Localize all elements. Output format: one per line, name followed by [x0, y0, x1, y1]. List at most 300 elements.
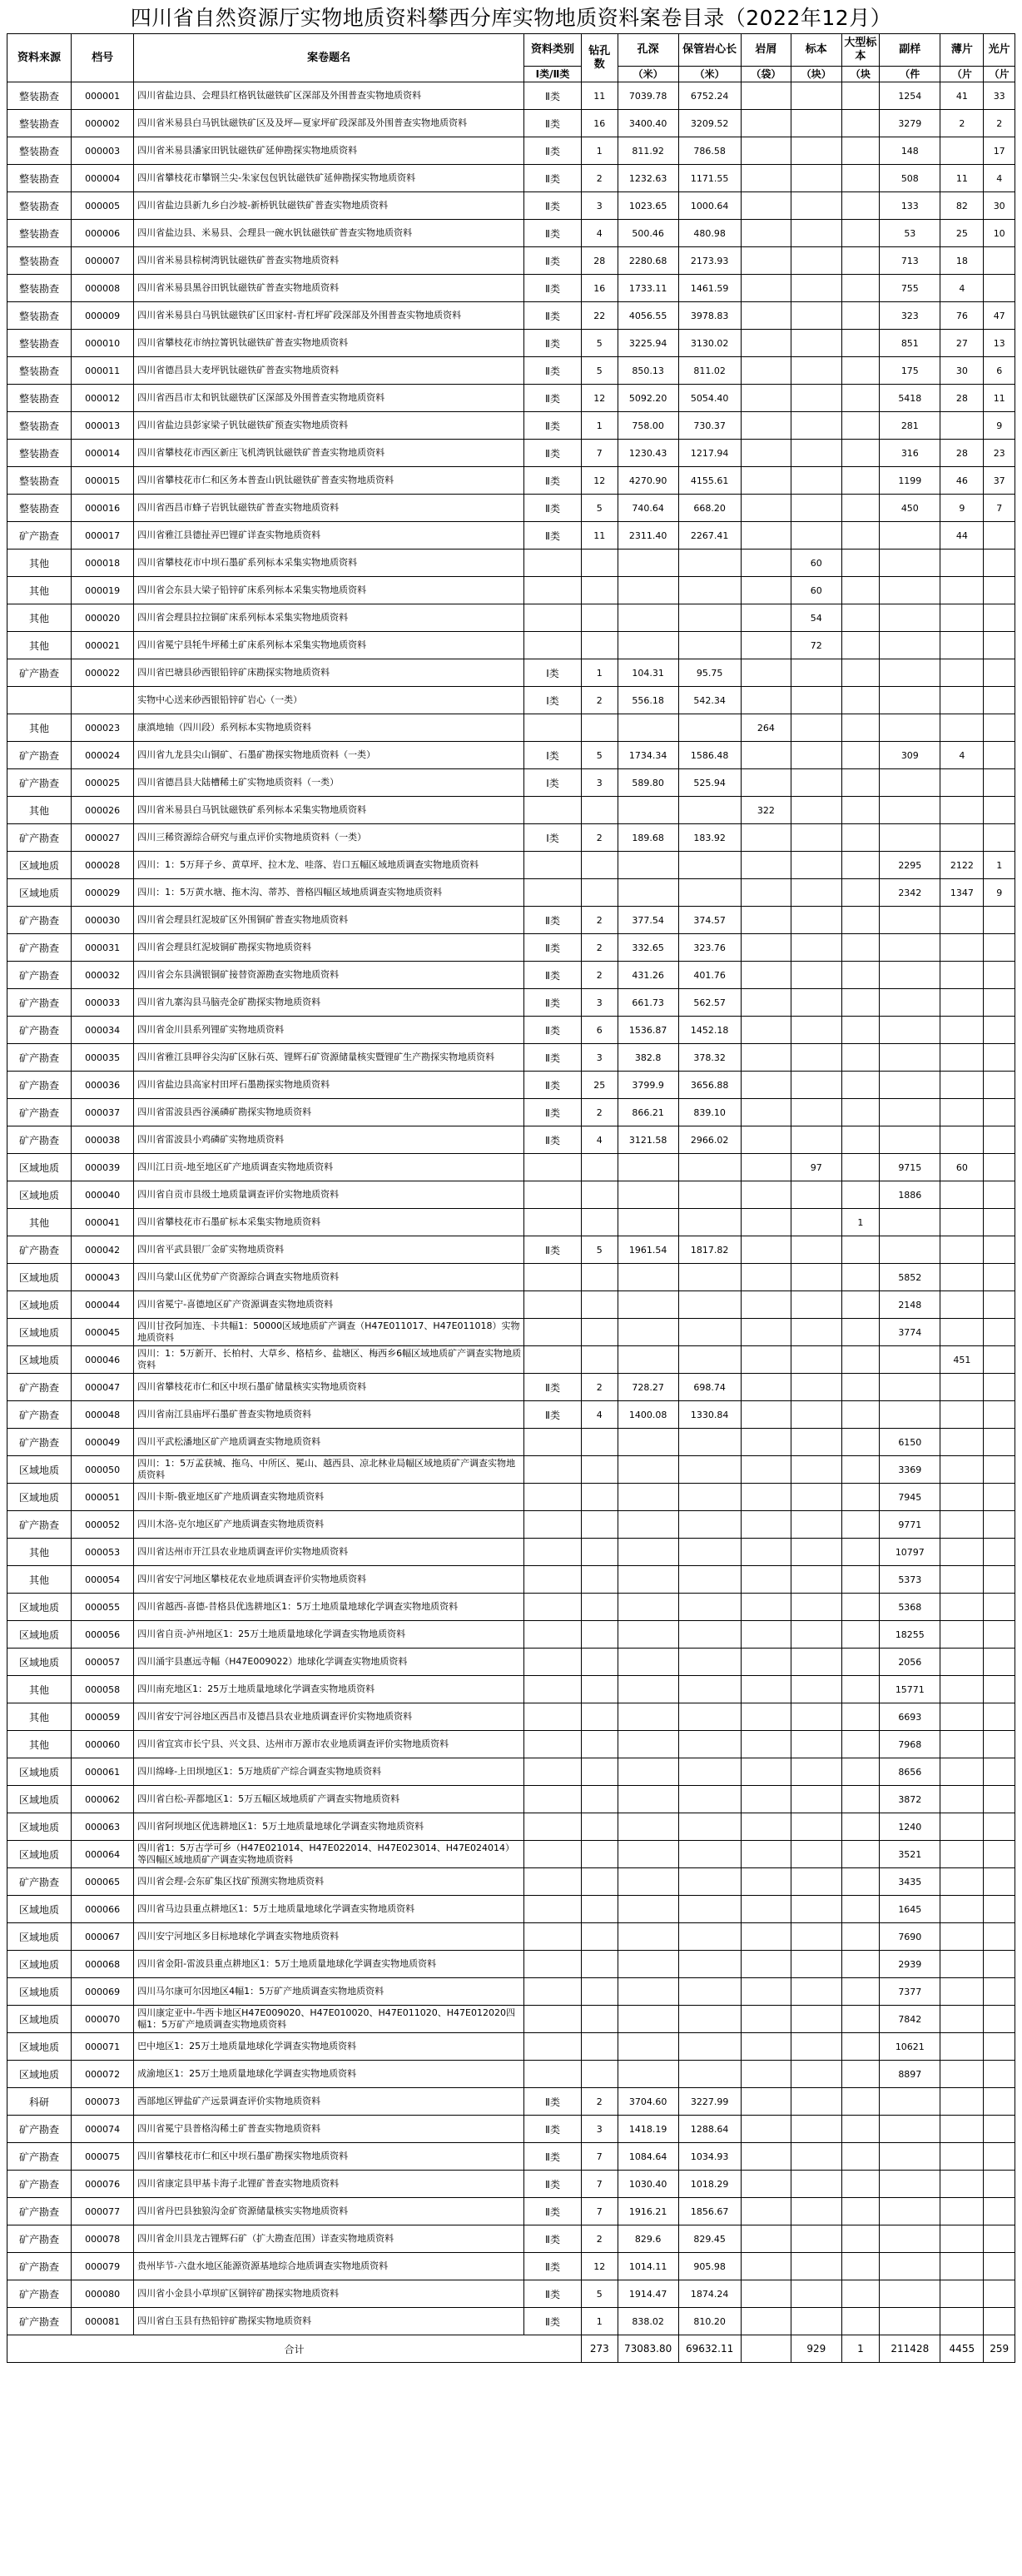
- cell-core: 786.58: [678, 137, 741, 165]
- cell-archive-no: 000056: [72, 1621, 134, 1649]
- cell-polish: [984, 604, 1015, 632]
- cell-polish: 6: [984, 357, 1015, 385]
- cell-name: 四川省白玉县有热铅锌矿勘探实物地质资料: [134, 2308, 524, 2335]
- cell-name: 四川平武松潘地区矿产地质调查实物地质资料: [134, 1429, 524, 1456]
- cell-archive-no: 000043: [72, 1264, 134, 1291]
- cell-sample: [880, 1374, 940, 1401]
- table-row: [7, 2225, 1015, 2253]
- cell-category: Ⅱ类: [524, 247, 582, 275]
- cell-name: 四川省白松-弄都地区1：5万五幅区域地质矿产调查实物地质资料: [134, 1786, 524, 1813]
- cell-category: Ⅱ类: [524, 2088, 582, 2116]
- cell-source: 矿产勘查: [7, 907, 72, 934]
- cell-name: 四川省安宁河地区攀枝花农业地质调查评价实物地质资料: [134, 1566, 524, 1594]
- cell-name: 四川省盐边县新九乡白沙坡-新桥钒钛磁铁矿普查实物地质资料: [134, 192, 524, 220]
- header-core: 保管岩心长: [678, 34, 741, 67]
- cell-thin: [940, 1923, 984, 1951]
- cell-holes: [581, 577, 618, 604]
- cell-core: [678, 1264, 741, 1291]
- cell-holes: [581, 1621, 618, 1649]
- table-row: [7, 550, 1015, 577]
- cell-large: [841, 1511, 880, 1539]
- cell-large: [841, 1017, 880, 1044]
- cell-specimen: 54: [791, 604, 841, 632]
- cell-polish: [984, 1566, 1015, 1594]
- cell-archive-no: 000022: [72, 659, 134, 687]
- cell-name: 四川省南江县庙坪石墨矿普查实物地质资料: [134, 1401, 524, 1429]
- cell-thin: [940, 1181, 984, 1209]
- cell-source: [7, 687, 72, 714]
- cell-specimen: [791, 962, 841, 989]
- cell-category: Ⅰ类: [524, 824, 582, 852]
- cell-thin: [940, 2280, 984, 2308]
- cell-name: 四川省会理-会东矿集区找矿预测实物地质资料: [134, 1868, 524, 1896]
- cell-rock: [741, 1484, 791, 1511]
- cell-rock: [741, 934, 791, 962]
- cell-sample: [880, 1126, 940, 1154]
- table-row: [7, 852, 1015, 879]
- cell-specimen: [791, 1017, 841, 1044]
- cell-large: [841, 989, 880, 1017]
- cell-large: [841, 1126, 880, 1154]
- cell-specimen: [791, 659, 841, 687]
- cell-rock: [741, 577, 791, 604]
- table-row: [7, 797, 1015, 824]
- cell-archive-no: 000014: [72, 440, 134, 467]
- total-large: 1: [841, 2335, 880, 2363]
- cell-large: [841, 330, 880, 357]
- cell-holes: 2: [581, 2225, 618, 2253]
- cell-large: [841, 1923, 880, 1951]
- cell-category: [524, 1264, 582, 1291]
- cell-specimen: [791, 1209, 841, 1236]
- cell-thin: [940, 1017, 984, 1044]
- cell-category: Ⅱ类: [524, 220, 582, 247]
- cell-archive-no: 000032: [72, 962, 134, 989]
- cell-archive-no: 000028: [72, 852, 134, 879]
- cell-source: 整装勘查: [7, 82, 72, 110]
- cell-category: Ⅱ类: [524, 302, 582, 330]
- cell-specimen: [791, 2116, 841, 2143]
- cell-rock: [741, 522, 791, 550]
- cell-holes: 2: [581, 907, 618, 934]
- cell-thin: [940, 714, 984, 742]
- cell-thin: 2: [940, 110, 984, 137]
- cell-category: Ⅱ类: [524, 165, 582, 192]
- cell-rock: [741, 604, 791, 632]
- cell-holes: [581, 852, 618, 879]
- cell-sample: 9771: [880, 1511, 940, 1539]
- cell-specimen: [791, 714, 841, 742]
- cell-specimen: [791, 769, 841, 797]
- cell-large: [841, 1841, 880, 1868]
- cell-large: [841, 1649, 880, 1676]
- cell-depth: [618, 2033, 678, 2061]
- cell-category: [524, 1154, 582, 1181]
- cell-holes: 2: [581, 1099, 618, 1126]
- cell-core: 3209.52: [678, 110, 741, 137]
- cell-name: 四川省1：5万古学可乡（H47E021014、H47E022014、H47E023014、H47E024014）等四幅区域地质矿产调查实物地质资料: [134, 1841, 524, 1868]
- cell-archive-no: 000033: [72, 989, 134, 1017]
- cell-name: 四川木洛-克尔地区矿产地质调查实物地质资料: [134, 1511, 524, 1539]
- cell-holes: 1: [581, 659, 618, 687]
- cell-large: [841, 302, 880, 330]
- table-row: [7, 1676, 1015, 1703]
- cell-category: [524, 1649, 582, 1676]
- cell-thin: 41: [940, 82, 984, 110]
- cell-rock: [741, 302, 791, 330]
- cell-source: 矿产勘查: [7, 962, 72, 989]
- header-polish-unit: （片: [984, 67, 1015, 82]
- cell-thin: [940, 1484, 984, 1511]
- cell-polish: 17: [984, 137, 1015, 165]
- cell-depth: 1916.21: [618, 2198, 678, 2225]
- cell-depth: [618, 1456, 678, 1484]
- cell-polish: [984, 2225, 1015, 2253]
- cell-large: [841, 192, 880, 220]
- cell-source: 区域地质: [7, 1896, 72, 1923]
- cell-name: 四川甘孜阿加连、卡共幅1：50000区域地质矿产调查（H47E011017、H47E011018）实物地质资料: [134, 1319, 524, 1346]
- cell-rock: [741, 1209, 791, 1236]
- cell-specimen: [791, 385, 841, 412]
- header-holes: 钻孔数: [581, 34, 618, 82]
- table-row: [7, 1181, 1015, 1209]
- cell-rock: [741, 1291, 791, 1319]
- cell-large: [841, 1896, 880, 1923]
- cell-core: 3656.88: [678, 1072, 741, 1099]
- cell-large: [841, 1813, 880, 1841]
- cell-name: 四川省九龙县尖山铜矿、石墨矿勘探实物地质资料（一类）: [134, 742, 524, 769]
- cell-core: [678, 1154, 741, 1181]
- cell-rock: [741, 247, 791, 275]
- cell-polish: [984, 1978, 1015, 2006]
- cell-source: 其他: [7, 1539, 72, 1566]
- cell-sample: 3369: [880, 1456, 940, 1484]
- cell-name: 四川省米易县棕树湾钒钛磁铁矿普查实物地质资料: [134, 247, 524, 275]
- cell-name: 四川省康定县甲基卡海子北锂矿普查实物地质资料: [134, 2171, 524, 2198]
- cell-category: Ⅱ类: [524, 2308, 582, 2335]
- cell-depth: [618, 1209, 678, 1236]
- cell-large: [841, 1731, 880, 1758]
- cell-large: [841, 2225, 880, 2253]
- table-row: [7, 1841, 1015, 1868]
- cell-archive-no: 000069: [72, 1978, 134, 2006]
- cell-thin: [940, 137, 984, 165]
- cell-depth: [618, 1896, 678, 1923]
- cell-large: [841, 1429, 880, 1456]
- cell-sample: 7842: [880, 2006, 940, 2033]
- cell-name: 四川省攀枝花市石墨矿标本采集实物地质资料: [134, 1209, 524, 1236]
- cell-rock: [741, 769, 791, 797]
- cell-archive-no: 000063: [72, 1813, 134, 1841]
- total-thin: 4455: [940, 2335, 984, 2363]
- cell-depth: [618, 604, 678, 632]
- cell-thin: [940, 1099, 984, 1126]
- cell-archive-no: 000058: [72, 1676, 134, 1703]
- cell-polish: [984, 934, 1015, 962]
- cell-rock: [741, 220, 791, 247]
- cell-archive-no: 000046: [72, 1346, 134, 1374]
- cell-large: [841, 2088, 880, 2116]
- cell-holes: 5: [581, 1236, 618, 1264]
- cell-specimen: [791, 440, 841, 467]
- cell-sample: [880, 2253, 940, 2280]
- cell-sample: 15771: [880, 1676, 940, 1703]
- cell-specimen: [791, 1236, 841, 1264]
- table-row: [7, 879, 1015, 907]
- cell-holes: [581, 1841, 618, 1868]
- cell-depth: 1536.87: [618, 1017, 678, 1044]
- cell-sample: [880, 1017, 940, 1044]
- table-row: [7, 165, 1015, 192]
- cell-category: Ⅱ类: [524, 192, 582, 220]
- cell-archive-no: 000059: [72, 1703, 134, 1731]
- header-specimen-unit: （块）: [791, 67, 841, 82]
- cell-source: 区域地质: [7, 2006, 72, 2033]
- cell-archive-no: 000027: [72, 824, 134, 852]
- cell-thin: [940, 1456, 984, 1484]
- cell-source: 区域地质: [7, 1978, 72, 2006]
- cell-name: 四川省金川县龙古锂辉石矿（扩大勘查范围）详查实物地质资料: [134, 2225, 524, 2253]
- cell-holes: [581, 1154, 618, 1181]
- cell-archive-no: 000038: [72, 1126, 134, 1154]
- cell-rock: [741, 1786, 791, 1813]
- table-row: [7, 2088, 1015, 2116]
- total-holes: 273: [581, 2335, 618, 2363]
- cell-polish: [984, 769, 1015, 797]
- cell-thin: 82: [940, 192, 984, 220]
- cell-holes: [581, 1429, 618, 1456]
- cell-polish: [984, 1896, 1015, 1923]
- cell-category: Ⅱ类: [524, 1126, 582, 1154]
- table-footer: [7, 2335, 1015, 2363]
- cell-sample: [880, 687, 940, 714]
- cell-holes: [581, 632, 618, 659]
- cell-name: 四川省丹巴县独狼沟金矿资源储量核实实物地质资料: [134, 2198, 524, 2225]
- cell-archive-no: 000049: [72, 1429, 134, 1456]
- cell-specimen: [791, 687, 841, 714]
- table-row: [7, 82, 1015, 110]
- cell-polish: [984, 742, 1015, 769]
- table-row: [7, 1786, 1015, 1813]
- cell-sample: 1254: [880, 82, 940, 110]
- cell-rock: [741, 1319, 791, 1346]
- cell-sample: 2939: [880, 1951, 940, 1978]
- cell-holes: [581, 1346, 618, 1374]
- cell-thin: [940, 1566, 984, 1594]
- table-row: [7, 495, 1015, 522]
- cell-archive-no: 000061: [72, 1758, 134, 1786]
- cell-archive-no: 000035: [72, 1044, 134, 1072]
- table-row: [7, 1126, 1015, 1154]
- cell-archive-no: 000003: [72, 137, 134, 165]
- table-row: [7, 2033, 1015, 2061]
- cell-sample: 450: [880, 495, 940, 522]
- cell-specimen: [791, 1896, 841, 1923]
- cell-name: 四川乌蒙山区优势矿产资源综合调查实物地质资料: [134, 1264, 524, 1291]
- cell-holes: [581, 1896, 618, 1923]
- cell-category: Ⅰ类: [524, 769, 582, 797]
- cell-name: 四川省攀枝花市仁和区务本普查山钒钛磁铁矿普查实物地质资料: [134, 467, 524, 495]
- cell-polish: [984, 247, 1015, 275]
- cell-specimen: [791, 1099, 841, 1126]
- cell-holes: [581, 1181, 618, 1209]
- header-rock-unit: （袋）: [741, 67, 791, 82]
- cell-polish: [984, 2088, 1015, 2116]
- cell-depth: 3225.94: [618, 330, 678, 357]
- table-row: [7, 687, 1015, 714]
- cell-source: 矿产勘查: [7, 742, 72, 769]
- cell-depth: [618, 1319, 678, 1346]
- cell-specimen: [791, 220, 841, 247]
- cell-thin: [940, 1539, 984, 1566]
- cell-core: [678, 1978, 741, 2006]
- table-row: [7, 1017, 1015, 1044]
- cell-large: [841, 1099, 880, 1126]
- cell-thin: [940, 1951, 984, 1978]
- cell-source: 矿产勘查: [7, 2143, 72, 2171]
- cell-large: [841, 824, 880, 852]
- cell-category: [524, 1511, 582, 1539]
- cell-source: 区域地质: [7, 1456, 72, 1484]
- cell-category: Ⅱ类: [524, 357, 582, 385]
- cell-category: [524, 1978, 582, 2006]
- cell-sample: 3435: [880, 1868, 940, 1896]
- cell-holes: [581, 879, 618, 907]
- cell-specimen: [791, 2061, 841, 2088]
- cell-source: 矿产勘查: [7, 1868, 72, 1896]
- cell-rock: [741, 2088, 791, 2116]
- cell-sample: [880, 797, 940, 824]
- cell-archive-no: 000064: [72, 1841, 134, 1868]
- cell-name: 四川省会理县拉拉铜矿床系列标本采集实物地质资料: [134, 604, 524, 632]
- cell-sample: 7945: [880, 1484, 940, 1511]
- cell-core: [678, 1649, 741, 1676]
- cell-thin: 28: [940, 440, 984, 467]
- cell-depth: 829.6: [618, 2225, 678, 2253]
- cell-holes: 3: [581, 192, 618, 220]
- cell-depth: [618, 1511, 678, 1539]
- cell-polish: [984, 989, 1015, 1017]
- table-row: [7, 659, 1015, 687]
- cell-depth: 3400.40: [618, 110, 678, 137]
- header-large: 大型标本: [841, 34, 880, 67]
- cell-rock: [741, 357, 791, 385]
- cell-name: 四川省雷波县西谷溪磷矿勘探实物地质资料: [134, 1099, 524, 1126]
- cell-specimen: 72: [791, 632, 841, 659]
- cell-depth: [618, 1868, 678, 1896]
- cell-thin: [940, 2143, 984, 2171]
- cell-core: [678, 1291, 741, 1319]
- cell-polish: [984, 1181, 1015, 1209]
- cell-name: 四川安宁河地区多目标地球化学调查实物地质资料: [134, 1923, 524, 1951]
- cell-depth: [618, 577, 678, 604]
- cell-archive-no: 000078: [72, 2225, 134, 2253]
- table-row: [7, 1951, 1015, 1978]
- cell-rock: [741, 385, 791, 412]
- cell-core: 562.57: [678, 989, 741, 1017]
- cell-category: [524, 1703, 582, 1731]
- header-core-unit: （米）: [678, 67, 741, 82]
- cell-depth: [618, 1951, 678, 1978]
- cell-source: 区域地质: [7, 1923, 72, 1951]
- cell-category: Ⅱ类: [524, 137, 582, 165]
- cell-category: [524, 1923, 582, 1951]
- cell-sample: 148: [880, 137, 940, 165]
- cell-category: Ⅱ类: [524, 2225, 582, 2253]
- cell-holes: [581, 1758, 618, 1786]
- table-row: [7, 824, 1015, 852]
- cell-holes: [581, 1539, 618, 1566]
- table-row: [7, 1072, 1015, 1099]
- cell-archive-no: 000062: [72, 1786, 134, 1813]
- cell-archive-no: 000018: [72, 550, 134, 577]
- cell-large: [841, 1978, 880, 2006]
- cell-sample: 2295: [880, 852, 940, 879]
- cell-thin: 18: [940, 247, 984, 275]
- cell-name: 贵州毕节-六盘水地区能源资源基地综合地质调查实物地质资料: [134, 2253, 524, 2280]
- cell-thin: [940, 1841, 984, 1868]
- cell-thin: 2122: [940, 852, 984, 879]
- cell-rock: [741, 1896, 791, 1923]
- total-sample: 211428: [880, 2335, 940, 2363]
- cell-category: Ⅱ类: [524, 2143, 582, 2171]
- cell-large: [841, 2116, 880, 2143]
- cell-large: [841, 1539, 880, 1566]
- cell-category: Ⅰ类: [524, 687, 582, 714]
- cell-holes: 6: [581, 1017, 618, 1044]
- cell-name: 巴中地区1：25万土地质量地球化学调查实物地质资料: [134, 2033, 524, 2061]
- cell-holes: 5: [581, 742, 618, 769]
- cell-rock: [741, 1374, 791, 1401]
- cell-core: 1171.55: [678, 165, 741, 192]
- cell-rock: [741, 2253, 791, 2280]
- cell-source: 矿产勘查: [7, 1429, 72, 1456]
- cell-core: 374.57: [678, 907, 741, 934]
- cell-holes: [581, 1264, 618, 1291]
- cell-depth: [618, 1594, 678, 1621]
- cell-category: Ⅰ类: [524, 742, 582, 769]
- cell-category: [524, 1896, 582, 1923]
- cell-large: [841, 1484, 880, 1511]
- cell-large: [841, 907, 880, 934]
- cell-category: Ⅱ类: [524, 330, 582, 357]
- cell-holes: 11: [581, 82, 618, 110]
- cell-thin: [940, 1264, 984, 1291]
- cell-archive-no: 000001: [72, 82, 134, 110]
- cell-depth: 3799.9: [618, 1072, 678, 1099]
- cell-depth: [618, 1786, 678, 1813]
- cell-polish: [984, 659, 1015, 687]
- cell-sample: [880, 2171, 940, 2198]
- table-row: [7, 1429, 1015, 1456]
- cell-archive-no: 000004: [72, 165, 134, 192]
- cell-depth: 758.00: [618, 412, 678, 440]
- cell-polish: [984, 1621, 1015, 1649]
- cell-source: 矿产勘查: [7, 1017, 72, 1044]
- cell-rock: [741, 440, 791, 467]
- table-row: [7, 1154, 1015, 1181]
- cell-archive-no: 000047: [72, 1374, 134, 1401]
- cell-depth: 850.13: [618, 357, 678, 385]
- cell-specimen: 60: [791, 577, 841, 604]
- cell-thin: [940, 797, 984, 824]
- cell-name: 四川省冕宁县普格沟稀土矿普查实物地质资料: [134, 2116, 524, 2143]
- cell-holes: 25: [581, 1072, 618, 1099]
- cell-specimen: [791, 522, 841, 550]
- cell-rock: [741, 110, 791, 137]
- cell-large: 1: [841, 1209, 880, 1236]
- cell-sample: [880, 1209, 940, 1236]
